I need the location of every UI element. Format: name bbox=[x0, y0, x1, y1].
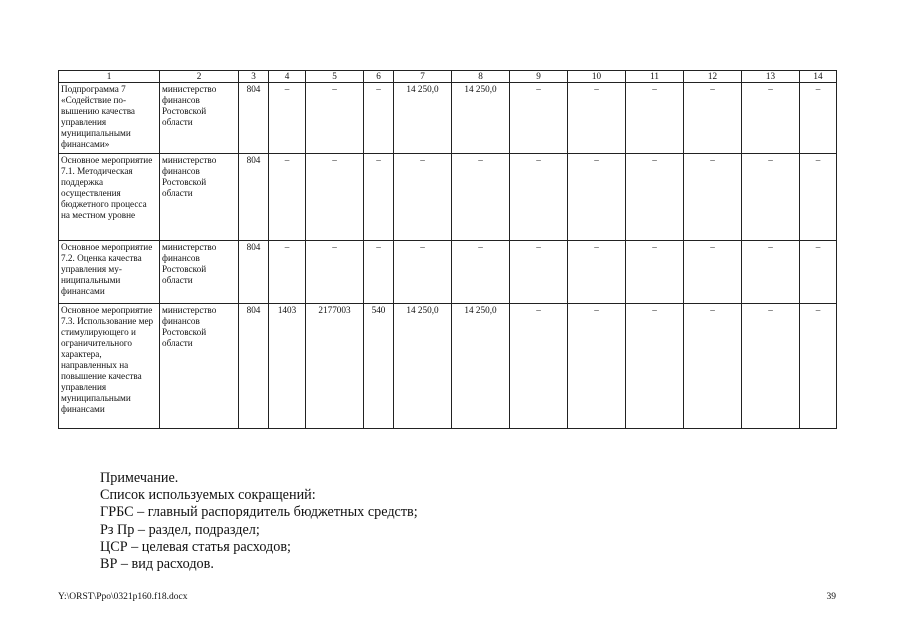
table-row bbox=[59, 241, 837, 304]
column-header: 12 bbox=[684, 71, 742, 83]
table-cell: – bbox=[568, 241, 626, 304]
column-header: 1 bbox=[59, 71, 160, 83]
table-cell: – bbox=[510, 304, 568, 429]
table-cell: 540 bbox=[364, 304, 394, 429]
table-cell: – bbox=[306, 241, 364, 304]
column-header: 8 bbox=[452, 71, 510, 83]
column-header: 6 bbox=[364, 71, 394, 83]
table-cell: – bbox=[269, 154, 306, 241]
table-cell: – bbox=[800, 83, 837, 154]
page-number: 39 bbox=[826, 592, 836, 602]
table-cell: – bbox=[364, 241, 394, 304]
column-header: 3 bbox=[239, 71, 269, 83]
table-cell: – bbox=[626, 154, 684, 241]
table-cell: 804 bbox=[239, 154, 269, 241]
table-cell: 2177003 bbox=[306, 304, 364, 429]
table-cell: Основное мероприятие 7.3. Использование мер стимулирующего и ограничительного характера, направленных на повышение качества управления муниципальными финансами bbox=[59, 304, 160, 429]
notes-section bbox=[100, 470, 418, 573]
table-cell: – bbox=[800, 241, 837, 304]
table-cell: – bbox=[742, 304, 800, 429]
column-header: 13 bbox=[742, 71, 800, 83]
table-cell: министерство финансов Ростовской области bbox=[160, 83, 239, 154]
table-cell: – bbox=[684, 241, 742, 304]
table-cell: – bbox=[626, 304, 684, 429]
table-cell: – bbox=[269, 241, 306, 304]
table-cell: Основное мероприятие 7.2. Оценка качества управления му-ниципальными финансами bbox=[59, 241, 160, 304]
note-line: Примечание. bbox=[100, 470, 179, 486]
table-cell: министерство финансов Ростовской области bbox=[160, 304, 239, 429]
column-header: 5 bbox=[306, 71, 364, 83]
table-row bbox=[59, 154, 837, 241]
table-cell: 14 250,0 bbox=[394, 83, 452, 154]
table-cell: 804 bbox=[239, 241, 269, 304]
note-line: ГРБС – главный распорядитель бюджетных средств; bbox=[100, 504, 418, 521]
table-row bbox=[59, 304, 837, 429]
budget-table bbox=[58, 70, 837, 429]
table-cell: – bbox=[568, 154, 626, 241]
table-cell: – bbox=[306, 83, 364, 154]
header-row bbox=[59, 71, 837, 83]
table-cell: – bbox=[626, 83, 684, 154]
table-cell: – bbox=[684, 83, 742, 154]
table-cell: – bbox=[742, 154, 800, 241]
table-cell: Подпрограмма 7 «Содействие по-вышению качества управления муниципальными финансами» bbox=[59, 83, 160, 154]
column-header: 7 bbox=[394, 71, 452, 83]
table-cell: – bbox=[742, 241, 800, 304]
table-cell: – bbox=[568, 304, 626, 429]
table-cell: – bbox=[452, 154, 510, 241]
table-cell: – bbox=[364, 154, 394, 241]
table-cell: – bbox=[684, 304, 742, 429]
note-line: Рз Пр – раздел, подраздел; bbox=[100, 521, 260, 538]
table-cell: – bbox=[684, 154, 742, 241]
table-cell: 804 bbox=[239, 304, 269, 429]
table-cell: – bbox=[510, 154, 568, 241]
column-header: 2 bbox=[160, 71, 239, 83]
table-cell: 14 250,0 bbox=[452, 304, 510, 429]
column-header: 9 bbox=[510, 71, 568, 83]
footer-file-path: Y:\ORST\Ppo\0321p160.f18.docx bbox=[58, 592, 188, 602]
column-header: 4 bbox=[269, 71, 306, 83]
note-line: ВР – вид расходов. bbox=[100, 556, 214, 573]
table-cell: – bbox=[306, 154, 364, 241]
table-cell: – bbox=[510, 241, 568, 304]
table-cell: – bbox=[742, 83, 800, 154]
table-cell: – bbox=[394, 241, 452, 304]
column-header: 14 bbox=[800, 71, 837, 83]
table-cell: – bbox=[510, 83, 568, 154]
table-cell: – bbox=[452, 241, 510, 304]
table-cell: министерство финансов Ростовской области bbox=[160, 241, 239, 304]
table-row bbox=[59, 83, 837, 154]
table-cell: – bbox=[269, 83, 306, 154]
table-cell: 1403 bbox=[269, 304, 306, 429]
table-cell: 14 250,0 bbox=[452, 83, 510, 154]
table-cell: – bbox=[800, 304, 837, 429]
table-cell: 804 bbox=[239, 83, 269, 154]
table-cell: – bbox=[568, 83, 626, 154]
table-cell: – bbox=[364, 83, 394, 154]
note-line: ЦСР – целевая статья расходов; bbox=[100, 538, 291, 555]
table-cell: – bbox=[800, 154, 837, 241]
table-cell: министерство финансов Ростовской области bbox=[160, 154, 239, 241]
table-cell: 14 250,0 bbox=[394, 304, 452, 429]
table-cell: Основное мероприятие 7.1. Методическая поддержка осуществления бюджетного процесса на местном уровне bbox=[59, 154, 160, 241]
table-cell: – bbox=[394, 154, 452, 241]
note-line: Список используемых сокращений: bbox=[100, 487, 316, 504]
column-header: 10 bbox=[568, 71, 626, 83]
column-header: 11 bbox=[626, 71, 684, 83]
table-cell: – bbox=[626, 241, 684, 304]
